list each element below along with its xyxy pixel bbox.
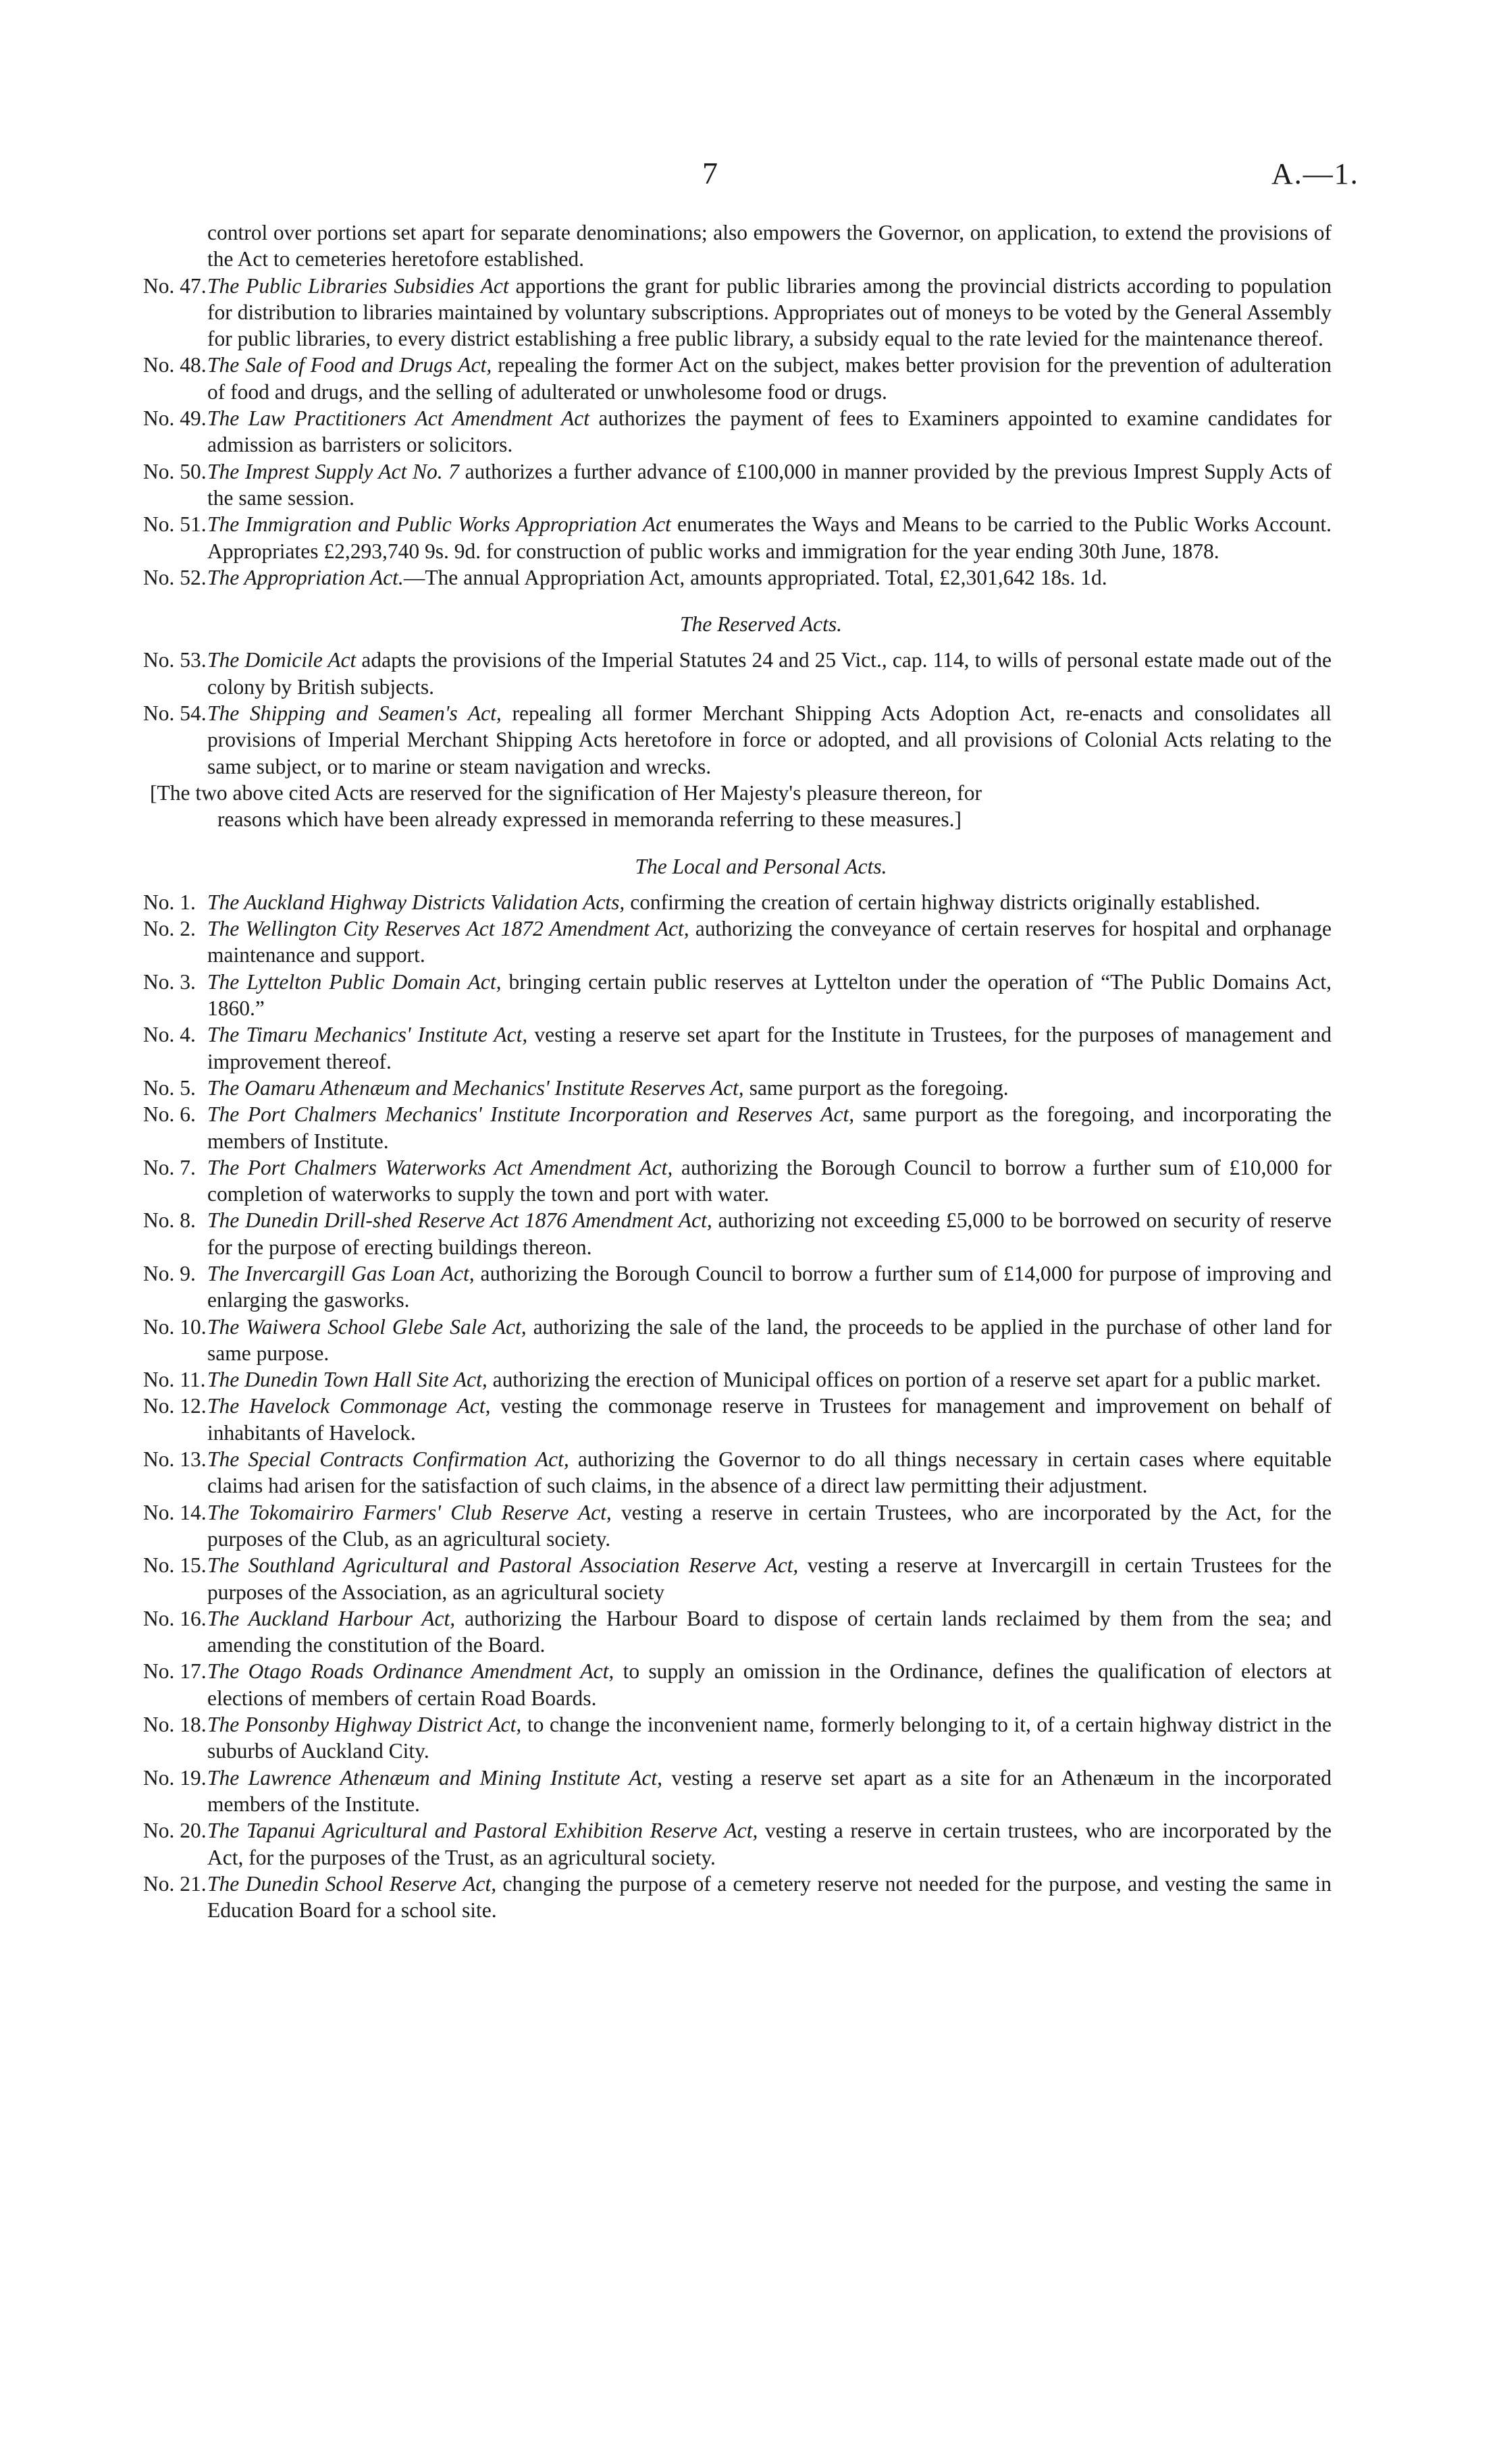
local-personal-acts-list [143, 889, 1332, 1924]
page-number: 7 [702, 156, 718, 190]
act-entry [143, 647, 1332, 700]
local-personal-acts-heading: The Local and Personal Acts. [635, 854, 887, 878]
act-number: No. 21. [143, 1871, 207, 1896]
act-number: No. 11. [143, 1368, 206, 1392]
act-entry [143, 1552, 1332, 1605]
act-title: The Tapanui Agricultural and Pastoral Exhibition Reserve Act, [207, 1819, 758, 1843]
act-entry [143, 1499, 1332, 1553]
act-entry [143, 969, 1332, 1022]
act-number: No. 7. [143, 1155, 196, 1179]
act-description: authorizing the Governor to do all things necessary in certain cases where equitable claims had arisen for the satisfaction of such claims, in the absence of a direct law permitting their adjustment. [207, 1447, 1332, 1498]
act-description: apportions the grant for public libraries among the provincial districts according to population for distribution to libraries maintained by voluntary subscriptions. Appropriates out of moneys to be voted by the General Assembly for public libraries, to every district establishing a free public library, a subsidy equal to the rate levied for the maintenance thereof. [207, 273, 1332, 351]
act-number: No. 9. [143, 1261, 196, 1285]
act-number: No. 20. [143, 1819, 207, 1843]
act-description: confirming the creation of certain highway districts originally established. [625, 890, 1261, 914]
act-number: No. 53. [143, 648, 207, 672]
act-number: No. 51. [143, 512, 207, 537]
act-description: bringing certain public reserves at Lyttelton under the operation of “The Public Domains Act, 1860.” [207, 969, 1332, 1021]
act-description: authorizing the sale of the land, the proceeds to be applied in the purchase of other land for same purpose. [207, 1314, 1332, 1365]
act-number: No. 48. [143, 353, 207, 377]
act-entry [143, 1658, 1332, 1711]
act-entry [143, 1817, 1332, 1871]
act-description: vesting a reserve at Invercargill in certain Trustees for the purposes of the Association, as an agricultural society [207, 1553, 1332, 1604]
act-title: The Invercargill Gas Loan Act, [207, 1261, 475, 1285]
act-entry [143, 1711, 1332, 1765]
act-title: The Timaru Mechanics' Institute Act, [207, 1023, 528, 1047]
act-title: The Shipping and Seamen's Act, [207, 701, 502, 726]
act-description: authorizing the Borough Council to borrow a further sum of £10,000 for completion of waterworks to supply the town and port with water. [207, 1155, 1332, 1206]
act-title: The Dunedin Drill-shed Reserve Act 1876 Amendment Act, [207, 1208, 712, 1233]
act-entry [143, 405, 1332, 458]
act-description: same purport as the foregoing. [743, 1075, 1009, 1100]
act-description: vesting a reserve in certain Trustees, who are incorporated by the Act, for the purposes of the Club, as an agricultural society. [207, 1500, 1332, 1551]
act-entry [143, 1605, 1332, 1659]
act-entry [143, 273, 1332, 352]
act-description: same purport as the foregoing, and incorporating the members of Institute. [207, 1102, 1332, 1153]
act-entry [143, 1446, 1332, 1499]
act-entry [143, 1021, 1332, 1075]
act-description: vesting the commonage reserve in Trustees for management and improvement on behalf of inhabitants of Havelock. [207, 1394, 1332, 1445]
act-title: The Special Contracts Confirmation Act, [207, 1447, 569, 1472]
act-description: authorizing the Harbour Board to dispose of certain lands reclaimed by them from the sea; and amending the constitution of the Board. [207, 1606, 1332, 1657]
act-number: No. 12. [143, 1394, 207, 1418]
act-title: The Domicile Act [207, 648, 357, 672]
act-number: No. 14. [143, 1500, 207, 1524]
act-entry [143, 1393, 1332, 1446]
act-entry [143, 1314, 1332, 1367]
act-title: The Sale of Food and Drugs Act, [207, 353, 492, 377]
act-title: The Auckland Harbour Act, [207, 1606, 456, 1630]
act-title: The Otago Roads Ordinance Amendment Act, [207, 1659, 614, 1684]
act-title: The Oamaru Athenæum and Mechanics' Institute Reserves Act, [207, 1075, 744, 1100]
note-line-2: reasons which have been already expressed in memoranda referring to these measures.] [217, 807, 962, 832]
reserved-acts-heading: The Reserved Acts. [680, 612, 842, 637]
act-entry [143, 458, 1332, 512]
act-description: to change the inconvenient name, formerly belonging to it, of a certain highway district in the suburbs of Auckland City. [207, 1713, 1332, 1763]
act-entry [143, 1101, 1332, 1154]
act-title: The Dunedin Town Hall Site Act, [207, 1368, 488, 1392]
act-description: enumerates the Ways and Means to be carried to the Public Works Account. Appropriates £2,293,740 9s. 9d. for construction of public works and immigration for the year ending 30th June, 1878. [207, 512, 1332, 563]
act-title: The Waiwera School Glebe Sale Act, [207, 1314, 527, 1339]
act-entry [143, 1260, 1332, 1314]
act-number: No. 52. [143, 565, 207, 589]
act-entry [143, 700, 1332, 780]
continued-paragraph: control over portions set apart for separate denominations; also empowers the Governor, on application, to extend the provisions of the Act to cemeteries heretofore established. [207, 221, 1332, 271]
page-reference: A.—1. [1271, 157, 1359, 190]
act-number: No. 4. [143, 1023, 196, 1047]
act-title: The Immigration and Public Works Appropriation Act [207, 512, 671, 537]
act-description: vesting a reserve set apart for the Institute in Trustees, for the purposes of management and improvement thereof. [207, 1023, 1332, 1073]
act-number: No. 47. [143, 273, 207, 298]
act-entry [143, 511, 1332, 564]
act-number: No. 16. [143, 1606, 207, 1630]
act-entry [143, 1075, 1332, 1101]
act-entry [143, 1154, 1332, 1208]
act-description: repealing the former Act on the subject, makes better provision for the prevention of adulteration of food and drugs, and the selling of adulterated or unwholesome food or drugs. [207, 353, 1332, 404]
reserved-acts-note [143, 780, 1332, 833]
reserved-acts-list [143, 647, 1332, 832]
act-entry [143, 889, 1332, 915]
act-title: The Lyttelton Public Domain Act, [207, 969, 502, 994]
act-number: No. 13. [143, 1447, 207, 1472]
act-description: authorizing not exceeding £5,000 to be borrowed on security of reserve for the purpose of erecting buildings thereon. [207, 1208, 1332, 1259]
act-description: —The annual Appropriation Act, amounts appropriated. Total, £2,301,642 18s. 1d. [403, 565, 1107, 589]
act-description: to supply an omission in the Ordinance, defines the qualification of electors at elections of members of certain Road Boards. [207, 1659, 1332, 1710]
act-title: The Ponsonby Highway District Act, [207, 1713, 522, 1737]
act-title: The Dunedin School Reserve Act, [207, 1871, 497, 1896]
act-title: The Auckland Highway Districts Validation Acts, [207, 890, 625, 914]
general-acts-list [143, 273, 1332, 591]
act-number: No. 6. [143, 1102, 196, 1127]
document-body [143, 219, 1332, 1923]
act-description: authorizes a further advance of £100,000 in manner provided by the previous Imprest Supply Acts of the same session. [207, 459, 1332, 510]
act-number: No. 54. [143, 701, 207, 726]
act-entry [143, 1765, 1332, 1818]
act-entry [143, 352, 1332, 405]
act-number: No. 15. [143, 1553, 207, 1578]
act-description: authorizing the erection of Municipal offices on portion of a reserve set apart for a public market. [487, 1368, 1321, 1392]
act-description: vesting a reserve in certain trustees, who are incorporated by the Act, for the purposes of the Trust, as an agricultural society. [207, 1819, 1332, 1869]
act-description: vesting a reserve set apart as a site for an Athenæum in the incorporated members of the Institute. [207, 1765, 1332, 1816]
act-entry [143, 915, 1332, 969]
act-number: No. 17. [143, 1659, 207, 1684]
act-number: No. 19. [143, 1765, 207, 1790]
act-number: No. 50. [143, 459, 207, 483]
act-entry [143, 564, 1332, 591]
act-description: authorizes the payment of fees to Examiners appointed to examine candidates for admission as barristers or solicitors. [207, 406, 1332, 457]
act-title: The Law Practitioners Act Amendment Act [207, 406, 589, 431]
act-title: The Wellington City Reserves Act 1872 Amendment Act, [207, 917, 689, 941]
act-title: The Southland Agricultural and Pastoral Association Reserve Act, [207, 1553, 799, 1578]
act-number: No. 5. [143, 1075, 196, 1100]
act-title: The Tokomairiro Farmers' Club Reserve Act, [207, 1500, 612, 1524]
act-number: No. 18. [143, 1713, 207, 1737]
act-title: The Port Chalmers Mechanics' Institute Incorporation and Reserves Act, [207, 1102, 855, 1127]
act-description: authorizing the Borough Council to borrow a further sum of £14,000 for purpose of improving and enlarging the gasworks. [207, 1261, 1332, 1312]
act-number: No. 10. [143, 1314, 207, 1339]
act-entry [143, 1366, 1332, 1393]
act-description: changing the purpose of a cemetery reserve not needed for the purpose, and vesting the same in Education Board for a school site. [207, 1871, 1332, 1923]
act-description: repealing all former Merchant Shipping Acts Adoption Act, re-enacts and consolidates all provisions of Imperial Merchant Shipping Acts heretofore in force or adopted, and all provisions of Colonial Acts relating to the same subject, or to marine or steam navigation and wrecks. [207, 701, 1332, 778]
act-description: adapts the provisions of the Imperial Statutes 24 and 25 Vict., cap. 114, to wills of personal estate made out of the colony by British subjects. [207, 648, 1332, 699]
act-number: No. 8. [143, 1208, 196, 1233]
act-title: The Imprest Supply Act No. 7 [207, 459, 460, 483]
act-title: The Port Chalmers Waterworks Act Amendment Act, [207, 1155, 673, 1179]
act-title: The Lawrence Athenæum and Mining Institute Act, [207, 1765, 663, 1790]
act-number: No. 3. [143, 969, 196, 994]
act-description: authorizing the conveyance of certain reserves for hospital and orphanage maintenance and support. [207, 917, 1332, 967]
act-title: The Public Libraries Subsidies Act [207, 273, 509, 298]
act-title: The Havelock Commonage Act, [207, 1394, 491, 1418]
act-entry [143, 1871, 1332, 1924]
act-number: No. 49. [143, 406, 207, 431]
act-number: No. 2. [143, 917, 196, 941]
act-entry [143, 1207, 1332, 1260]
act-number: No. 1. [143, 890, 196, 914]
act-title: The Appropriation Act. [207, 565, 404, 589]
note-line-1: [The two above cited Acts are reserved for the signification of Her Majesty's pleasure thereon, for [150, 780, 982, 805]
